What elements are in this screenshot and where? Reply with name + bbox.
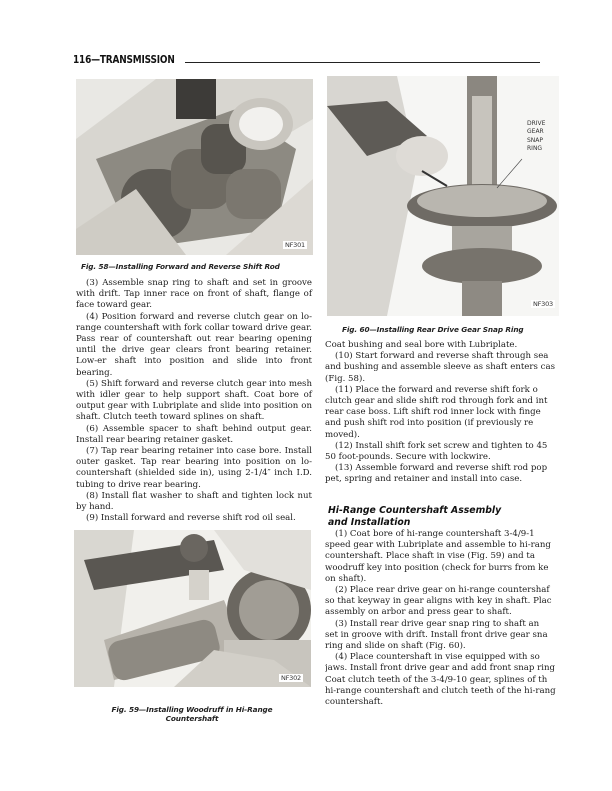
text-line: countershaft. Place shaft in vise (Fig. 59) and ta	[325, 551, 535, 562]
text-line: (10) Start forward and reverse shaft through sea	[335, 351, 549, 362]
fig59-caption	[82, 705, 302, 723]
text-line: on shaft).	[325, 573, 367, 584]
text-line: Coat clutch teeth of the 3-4/9-10 gear, splines of th	[325, 674, 548, 685]
section-heading-line2: and Installation	[328, 516, 411, 528]
text-line: jaws. Install front drive gear and add front snap ring	[325, 663, 556, 674]
fig58-caption: Fig. 58—Installing Forward and Reverse Shift Rod	[81, 262, 280, 271]
text-line: (4) Place countershaft in vise equipped with so	[335, 652, 540, 663]
fig58-code: NF301	[284, 241, 305, 249]
paragraph: (4) Position forward and reverse clutch gear on lo-range countershaft with fork collar toward drive gear. Pass rear of countershaft out rear bearing opening until the drive gear clears front bearing retainer. Low-er shaft into position and slide into front bearing.	[76, 311, 312, 378]
text-line: assembly on arbor and press gear to shaft.	[325, 607, 512, 618]
fig59-photo	[74, 530, 311, 687]
page-title: 116—TRANSMISSION	[73, 54, 175, 66]
text-line: and push shift rod into position (if previously re	[325, 418, 534, 429]
text-line: (Fig. 58).	[325, 373, 366, 384]
paragraph: (8) Install flat washer to shaft and tighten lock nut by hand.	[76, 490, 312, 513]
text-line: (12) Install shift fork set screw and tighten to 45	[335, 440, 548, 451]
fig59-caption-line1: Fig. 59—Installing Woodruff in Hi-Range	[111, 705, 273, 714]
right-column-bottom-text	[325, 529, 557, 708]
fig60-callout	[527, 120, 545, 153]
fig59-code: NF302	[280, 674, 301, 682]
fig60-caption: Fig. 60—Installing Rear Drive Gear Snap Ring	[342, 325, 524, 334]
paragraph: (7) Tap rear bearing retainer into case bore. Install outer gasket. Tap rear bearing into position on lo-countershaft (shielded side in), using 2-1/4″ inch I.D. tubing to drive rear bearing.	[76, 446, 312, 490]
fig58-photo	[76, 79, 313, 255]
header-rule	[185, 62, 540, 63]
right-column-top-text	[325, 340, 557, 486]
text-line: Coat bushing and seal bore with Lubriplate.	[325, 340, 518, 350]
text-line: hi-range countershaft and clutch teeth of the hi-rang	[325, 685, 556, 696]
fig59-caption-line2: Countershaft	[165, 714, 219, 723]
text-line: speed gear with Lubriplate and assemble to hi-rang	[325, 540, 551, 551]
text-line: so that keyway in gear aligns with key in shaft. Plac	[325, 596, 552, 607]
left-column-text	[76, 278, 312, 524]
paragraph: (3) Assemble snap ring to shaft and set in groove with drift. Tap inner race on front of shaft, flange of face toward gear.	[76, 278, 312, 311]
text-line: (11) Place the forward and reverse shift fork o	[335, 384, 538, 395]
text-line: rear case boss. Lift shift rod inner lock with finge	[325, 407, 541, 418]
text-line: moved).	[325, 429, 360, 440]
text-line: (2) Place rear drive gear on hi-range countershaf	[335, 585, 550, 596]
fig60-photo	[327, 76, 559, 316]
callout-line: SNAP	[527, 136, 544, 144]
page-header	[73, 53, 473, 67]
section-heading	[328, 505, 501, 528]
text-line: pet, spring and retainer and install into case.	[325, 474, 523, 485]
callout-line: DRIVE	[527, 120, 546, 127]
paragraph: (9) Install forward and reverse shift rod oil seal.	[86, 513, 296, 524]
text-line: set in groove with drift. Install front drive gear sna	[325, 629, 548, 640]
callout-line: GEAR	[527, 128, 544, 136]
text-line: and bushing and assemble sleeve as shaft enters cas	[325, 362, 555, 373]
paragraph: (6) Assemble spacer to shaft behind output gear. Install rear bearing retainer gasket.	[76, 423, 312, 445]
text-line: woodruff key into position (check for burrs from ke	[325, 562, 549, 573]
text-line: 50 foot-pounds. Secure with lockwire.	[325, 452, 491, 463]
text-line: ring and slide on shaft (Fig. 60).	[325, 641, 466, 652]
text-line: clutch gear and slide shift rod through fork and int	[325, 396, 548, 407]
fig60-code: NF303	[532, 300, 553, 308]
paragraph: (5) Shift forward and reverse clutch gear into mesh with idler gear to help support shaft. Coat bore of output gear with Lubriplate and slide into position on shaft. Clutch teeth toward splines on shaft.	[76, 378, 312, 423]
callout-line: RING	[527, 144, 543, 152]
section-heading-line1: Hi-Range Countershaft Assembly	[328, 505, 502, 516]
text-line: (13) Assemble forward and reverse shift rod pop	[335, 463, 548, 474]
text-line: (3) Install rear drive gear snap ring to shaft an	[335, 618, 540, 629]
text-line: (1) Coat bore of hi-range countershaft 3-4/9-1	[335, 529, 535, 539]
text-line: countershaft.	[325, 697, 384, 708]
